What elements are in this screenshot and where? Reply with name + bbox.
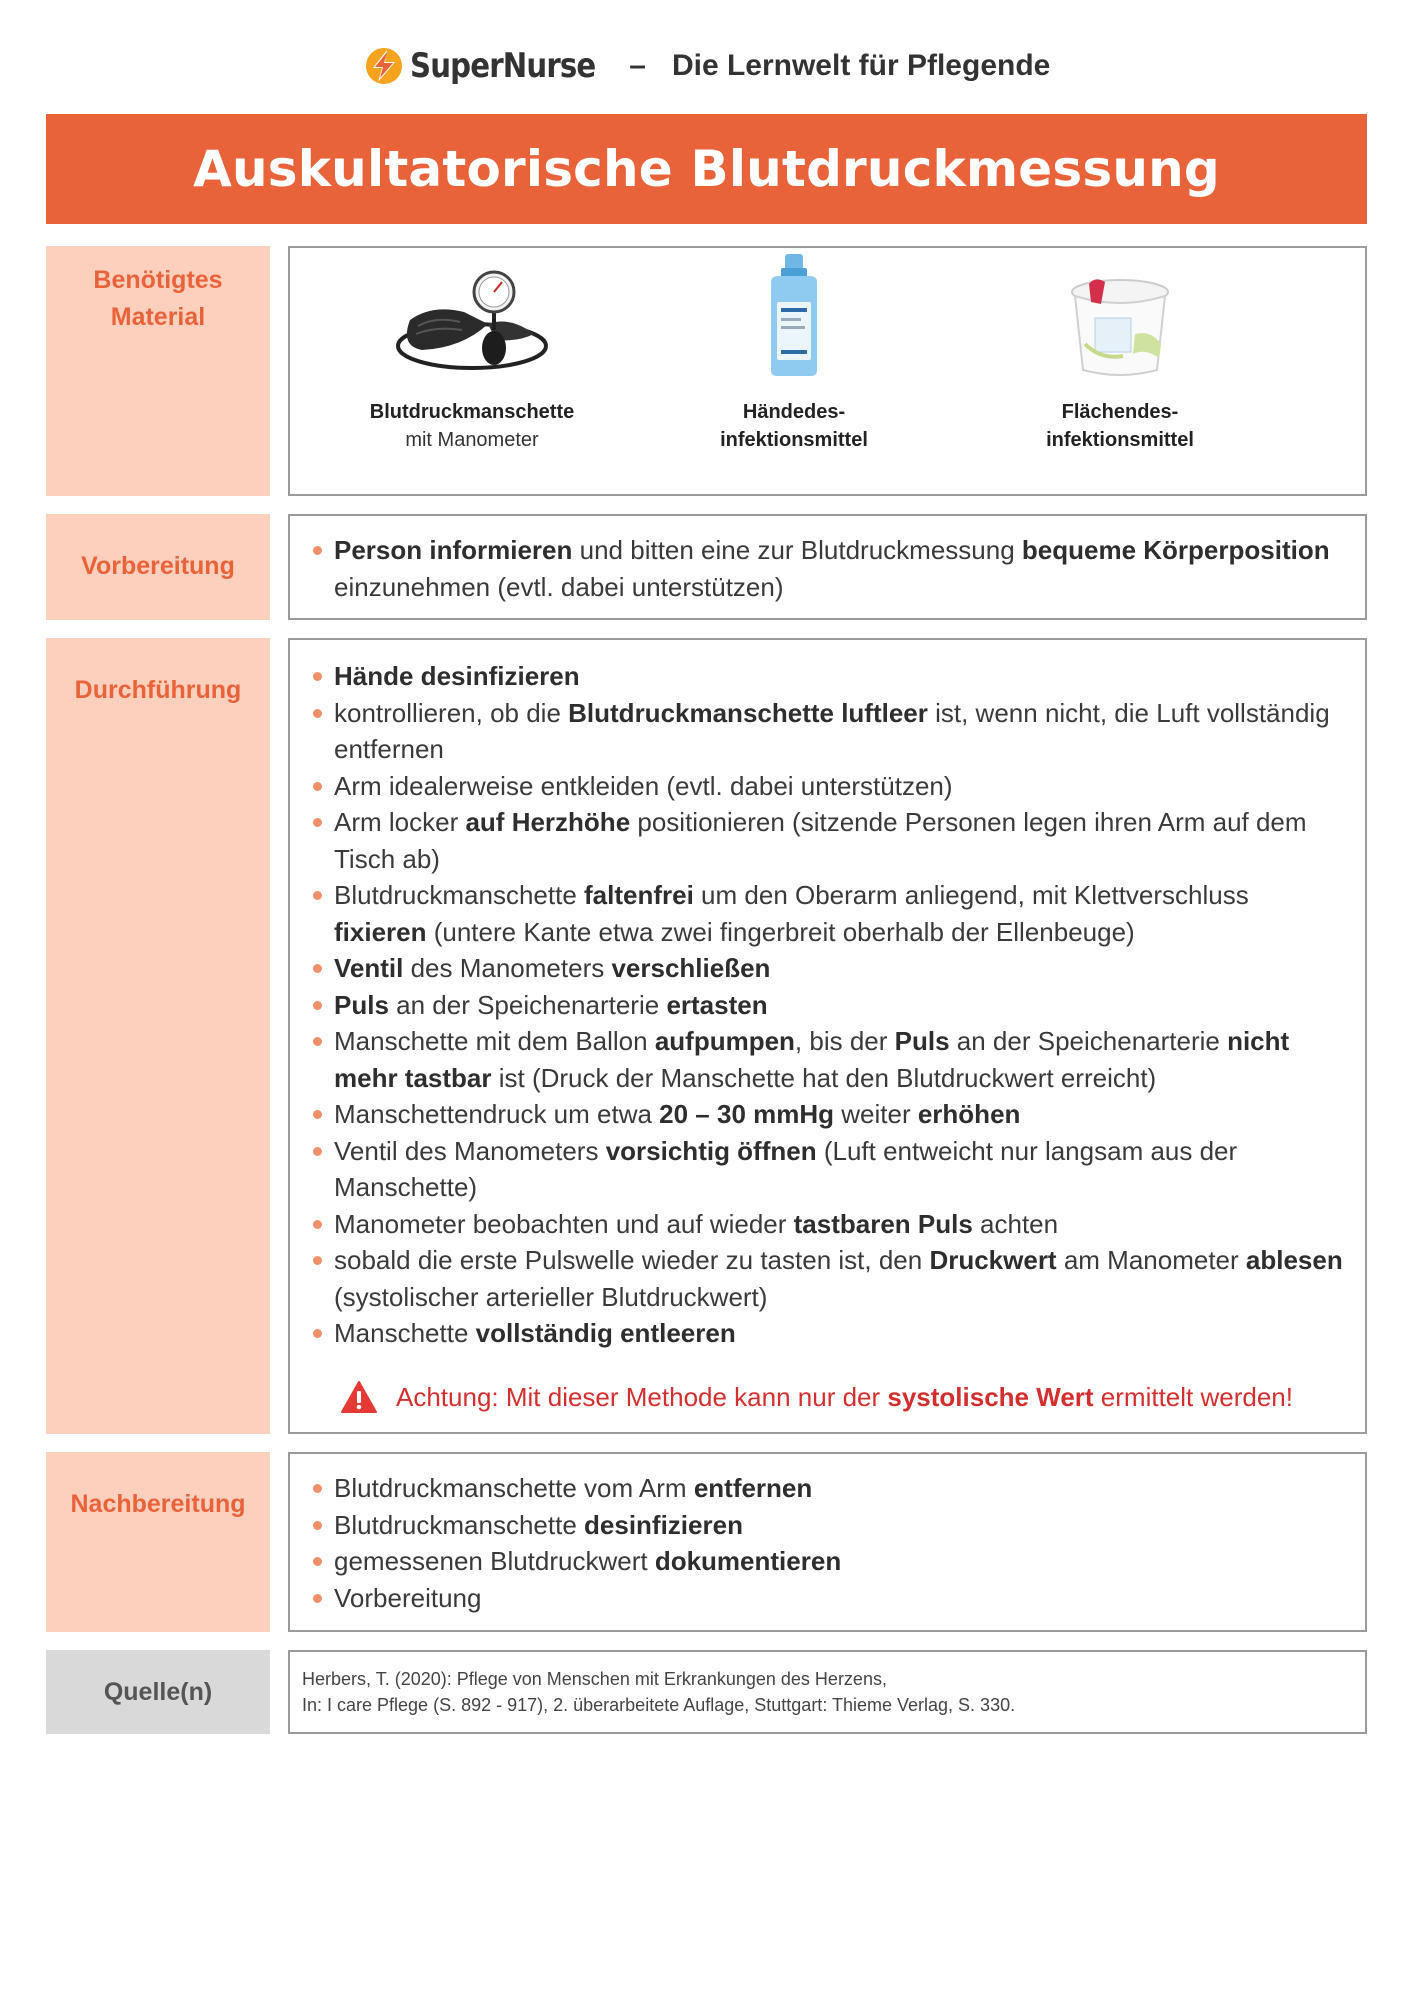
warning-note [340, 1380, 1293, 1414]
section-nachbereitung [46, 1452, 1367, 1632]
text-segment: Manschette [334, 1318, 476, 1348]
header-separator: – [629, 49, 646, 82]
page-title: Auskultatorische Blutdruckmessung [193, 140, 1220, 198]
text-segment: des Manometers [403, 953, 612, 983]
nachbereitung-list [290, 1470, 1345, 1616]
section-label-vorbereitung [46, 514, 270, 620]
blood-pressure-cuff-icon [392, 268, 552, 378]
text-segment: um den Oberarm anliegend, mit Klettverschluss [693, 880, 1249, 910]
text-segment: ist (Druck der Manschette hat den Blutdruckwert erreicht) [491, 1062, 1157, 1093]
material-item [644, 248, 944, 454]
bold-text: dokumentieren [654, 1546, 842, 1576]
text-segment: Arm locker [334, 807, 466, 837]
text-segment: gemessenen Blutdruckwert [334, 1546, 655, 1576]
section-quellen [46, 1650, 1367, 1734]
bold-text: Ventil [334, 953, 404, 983]
title-banner [46, 114, 1367, 224]
list-item [290, 1206, 1345, 1243]
section-material [46, 246, 1367, 496]
list-item [290, 1242, 1345, 1315]
material-sub: infektionsmittel [720, 429, 868, 451]
text-segment: weiter [834, 1099, 918, 1129]
durchfuehrung-box [288, 638, 1367, 1434]
bold-text: aufpumpen [654, 1026, 795, 1056]
material-sub: infektionsmittel [1046, 429, 1194, 451]
list-item [290, 1580, 1345, 1617]
source-line: In: I care Pflege (S. 892 - 917), 2. überarbeitete Auflage, Stuttgart: Thieme Verlag, S. 330. [302, 1695, 1016, 1715]
bold-text: nicht mehr tastbar [334, 1026, 1290, 1093]
text-segment: positionieren (sitzende Personen legen ihren Arm auf dem Tisch ab) [334, 807, 1307, 874]
vorbereitung-list [290, 532, 1345, 605]
section-label-text: Vorbereitung [81, 552, 235, 580]
list-item [290, 695, 1345, 768]
section-label-text: Durchführung [74, 676, 242, 704]
nachbereitung-box [288, 1452, 1367, 1632]
text-segment: einzunehmen (evtl. dabei unterstützen) [334, 571, 784, 602]
list-item [290, 877, 1345, 950]
bold-text: Blutdruckmanschette luftleer [568, 697, 928, 728]
section-durchfuehrung [46, 638, 1367, 1434]
list-item [290, 768, 1345, 805]
list-item [290, 658, 1345, 695]
bold-text: fixieren [334, 916, 427, 947]
text-segment: Blutdruckmanschette vom Arm [334, 1473, 694, 1503]
bold-text: bequeme Körperposition [1021, 535, 1330, 565]
bold-text: systolische Wert [887, 1381, 1094, 1412]
page-header [0, 36, 1414, 96]
section-label-nachbereitung [46, 1452, 270, 1632]
bold-text: tastbaren Puls [793, 1208, 973, 1239]
lightning-bolt-icon [364, 46, 404, 86]
text-segment: ist, wenn nicht, die Luft vollständig entfernen [334, 697, 1330, 764]
section-label-quellen [46, 1650, 270, 1734]
brand-name: SuperNurse [409, 46, 596, 86]
section-label-text: Quelle(n) [103, 1678, 213, 1706]
section-label-text: Benötigtes Material [93, 266, 223, 331]
bold-text: Druckwert [929, 1245, 1057, 1275]
hand-sanitizer-bottle-icon [759, 252, 829, 378]
text-segment: Arm idealerweise entkleiden (evtl. dabei unterstützen) [334, 770, 953, 801]
text-segment: an der Speichenarterie [949, 1026, 1228, 1056]
vorbereitung-box [288, 514, 1367, 620]
list-item [290, 1315, 1345, 1352]
list-item [290, 1543, 1345, 1580]
bold-text: ablesen [1245, 1245, 1343, 1275]
list-item [290, 1133, 1345, 1206]
source-citation [290, 1652, 1365, 1718]
bold-text: Person informieren [334, 535, 573, 565]
tagline: Die Lernwelt für Pflegende [671, 49, 1051, 82]
list-item [290, 987, 1345, 1024]
text-segment: achten [972, 1208, 1059, 1239]
text-segment: Manometer beobachten und auf wieder [334, 1208, 794, 1239]
warning-text [396, 1382, 1293, 1413]
quellen-box [288, 1650, 1367, 1734]
list-item [290, 804, 1345, 877]
text-segment: Blutdruckmanschette [334, 880, 585, 910]
bold-text: Puls [894, 1026, 950, 1056]
text-segment: Manschette mit dem Ballon [334, 1026, 655, 1056]
brand-logo [364, 46, 604, 86]
list-item [290, 950, 1345, 987]
section-label-durchfuehrung [46, 638, 270, 1434]
text-segment: ermittelt werden! [1093, 1381, 1293, 1412]
list-item [290, 1023, 1345, 1096]
list-item [290, 1096, 1345, 1133]
bold-text: verschließen [611, 953, 771, 983]
material-item [322, 248, 622, 454]
warning-triangle-icon [340, 1380, 378, 1414]
bold-text: auf Herzhöhe [465, 807, 631, 837]
source-line: Herbers, T. (2020): Pflege von Menschen mit Erkrankungen des Herzens, [302, 1669, 887, 1689]
text-segment: an der Speichenarterie [388, 989, 667, 1020]
bold-text: Puls [334, 989, 389, 1020]
bold-text: erhöhen [917, 1099, 1021, 1129]
text-segment: sobald die erste Pulswelle wieder zu tasten ist, den [334, 1245, 930, 1275]
bold-text: faltenfrei [584, 880, 694, 910]
bold-text: vollständig entleeren [475, 1318, 736, 1348]
bold-text: ertasten [666, 989, 768, 1020]
text-segment: Manschettendruck um etwa [334, 1099, 660, 1129]
text-segment: am Manometer [1056, 1245, 1246, 1275]
section-label-material [46, 246, 270, 496]
text-segment: (untere Kante etwa zwei fingerbreit oberhalb der Ellenbeuge) [426, 916, 1135, 947]
text-segment: Vorbereitung [334, 1582, 482, 1613]
text-segment: (Luft entweicht nur langsam aus der Manschette) [334, 1135, 1238, 1202]
section-label-text: Nachbereitung [70, 1490, 246, 1518]
bold-text: entfernen [693, 1473, 813, 1503]
text-segment: kontrollieren, ob die [334, 697, 569, 728]
material-name: Händedes- [742, 401, 846, 423]
bold-text: Hände desinfizieren [334, 661, 580, 691]
list-item [290, 532, 1345, 605]
text-segment: (systolischer arterieller Blutdruckwert) [334, 1281, 768, 1312]
text-segment: und bitten eine zur Blutdruckmessung [572, 535, 1022, 565]
text-segment: Blutdruckmanschette [334, 1509, 585, 1540]
bold-text: desinfizieren [584, 1509, 743, 1540]
material-name: Flächendes- [1061, 401, 1179, 423]
text-segment: , bis der [794, 1026, 895, 1056]
durchfuehrung-list [290, 658, 1345, 1352]
text-segment: Achtung: Mit dieser Methode kann nur der [396, 1381, 888, 1412]
material-box [288, 246, 1367, 496]
list-item [290, 1507, 1345, 1544]
material-name: Blutdruckmanschette [369, 401, 575, 423]
disinfectant-wipes-bucket-icon [1065, 274, 1175, 378]
text-segment: Ventil des Manometers [334, 1135, 606, 1166]
bold-text: 20 – 30 mmHg [659, 1099, 835, 1129]
material-item [970, 248, 1270, 454]
bold-text: vorsichtig öffnen [605, 1135, 817, 1166]
list-item [290, 1470, 1345, 1507]
section-vorbereitung [46, 514, 1367, 620]
material-sub: mit Manometer [405, 429, 539, 451]
